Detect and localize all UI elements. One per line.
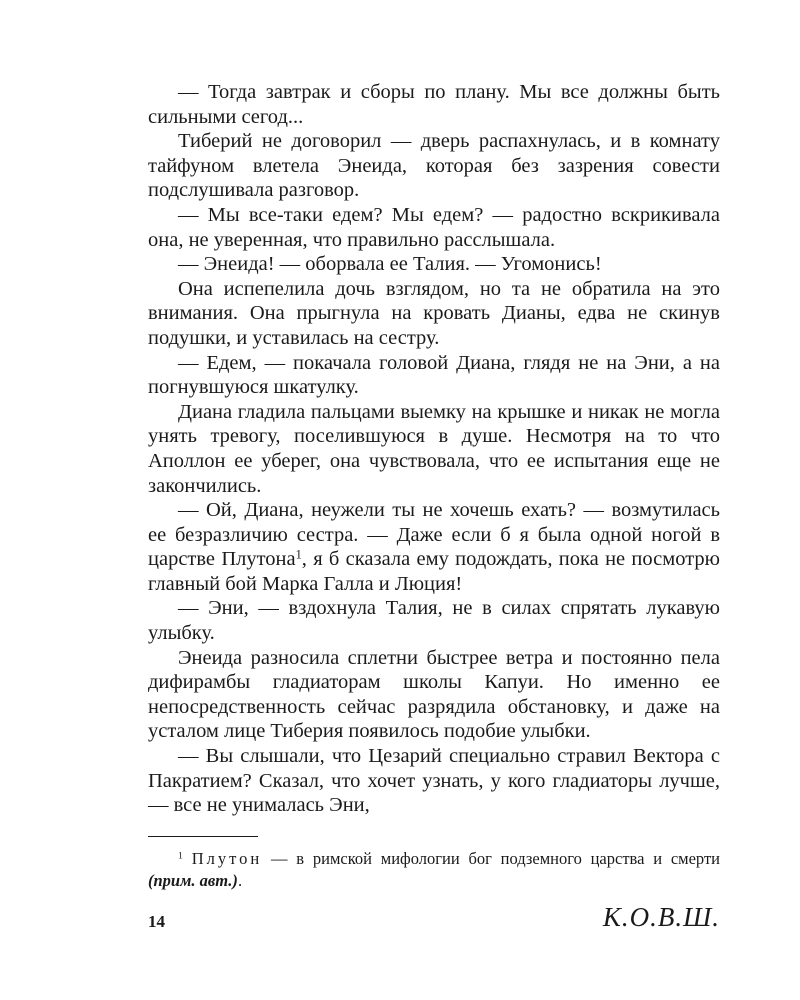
paragraph: — Вы слышали, что Цезарий специально стравил Вектора с Пакратием? Сказал, что хочет узнать, у кого гладиаторы лучше, — все не унималась Эни, — [148, 745, 720, 817]
paragraph-part: — Ой, Диана, неужели ты не хочешь ехать? — возмутилась ее безразличию сестра. — Даже если б я была одной ногой в царстве Плутона — [148, 499, 720, 571]
body-text — [148, 80, 720, 818]
footnote-term: Плутон — [191, 849, 263, 868]
page-number: 14 — [148, 912, 165, 931]
footnote-end: . — [237, 871, 243, 890]
paragraph: Тиберий не договорил — дверь распахнулась, и в комнату тайфуном влетела Энеида, которая без зазрения совести подслушивала разговор. — [148, 130, 720, 202]
paragraph: Диана гладила пальцами выемку на крышке и никак не могла унять тревогу, поселившуюся в душе. Несмотря на то что Аполлон ее уберег, она чувствовала, что ее испытания еще не закончились. — [148, 400, 720, 497]
paragraph: — Эни, — вздохнула Талия, не в силах спрятать лукавую улыбку. — [148, 597, 720, 645]
footnote — [148, 848, 720, 892]
paragraph-with-footnote — [148, 498, 720, 596]
footnote-text: — в римской мифологии бог подземного царства и смерти — [262, 849, 721, 868]
paragraph: — Мы все-таки едем? Мы едем? — радостно вскрикивала она, не уверенная, что правильно расслышала. — [148, 203, 720, 251]
paragraph: Она испепелила дочь взглядом, но та не обратила на это внимания. Она прыгнула на кровать Дианы, едва не скинув подушки, и уставилась на сестру. — [148, 277, 720, 349]
footnote-note: (прим. авт.) — [148, 871, 238, 890]
paragraph-part: , я б сказала ему подождать, пока не посмотрю главный бой Марка Галла и Люция! — [148, 548, 720, 595]
paragraph: — Едем, — покачала головой Диана, глядя не на Эни, а на погнувшуюся шкатулку. — [148, 351, 720, 399]
paragraph: Энеида разносила сплетни быстрее ветра и постоянно пела дифирамбы гладиаторам школы Капуи. Но именно ее непосредственность сейчас разрядила обстановку, и даже на усталом лице Тиберия появилось подобие улыбки. — [148, 646, 720, 743]
footnote-divider — [148, 836, 258, 837]
paragraph: — Энеида! — оборвала ее Талия. — Угомонись! — [178, 253, 602, 276]
paragraph: — Тогда завтрак и сборы по плану. Мы все должны быть сильными сегод... — [148, 81, 720, 128]
footnote-reference[interactable]: 1 — [295, 547, 302, 562]
running-head: К.О.В.Ш. — [602, 902, 720, 932]
footnote-marker: 1 — [178, 850, 183, 862]
